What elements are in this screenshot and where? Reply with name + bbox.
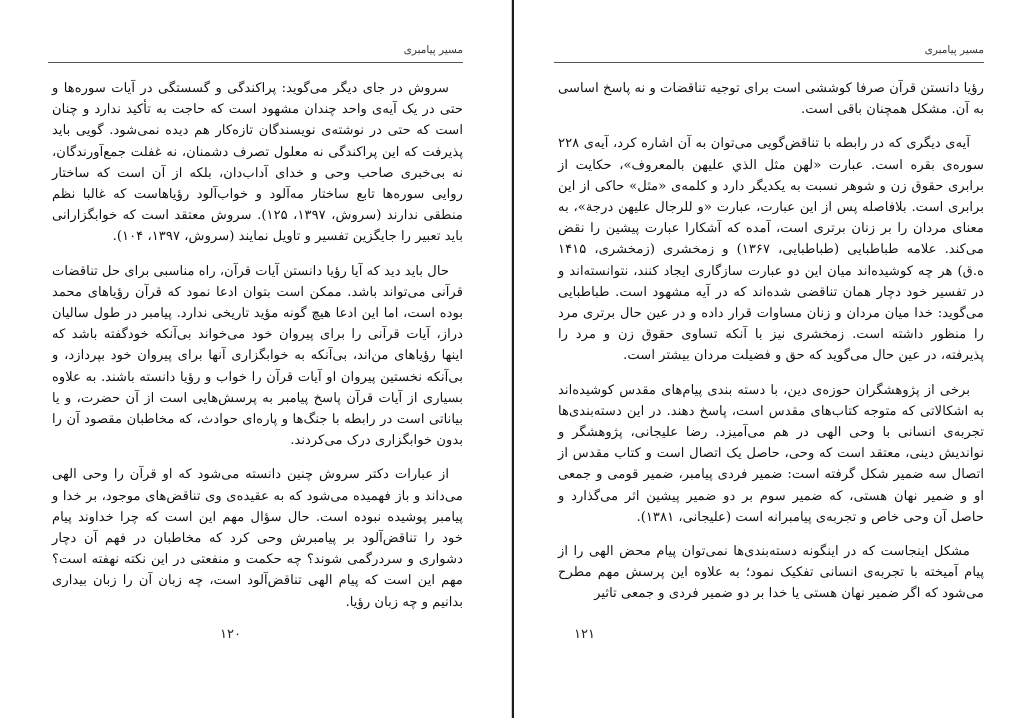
paragraph: برخی از پژوهشگران حوزه‌ی دین، با دسته بندی پیام‌های مقدس کوشیده‌اند به اشکالاتی که متوجه کتاب‌های مقدس است، پاسخ دهند. در این دسته‌بندی‌ها تجربه‌ی انسانی با وحی الهی در هم می‌آمیزد. رضا علیجانی، پژوهشگر و نواندیش دینی، معتقد است که وحی، حاصل یک اتصال است و کتاب مقدس از اتصال سه ضمیر شکل گرفته است: ضمیر فردی پیامبر، ضمیر قومی و جمعی او و ضمیر نهان هستی، که ضمیر سوم بر دو ضمیر پیشین اثر می‌گذارد و حاصل آن وحی خاص و تجربه‌ی پیامبرانه است (علیجانی، ۱۳۸۱). [558,382,984,525]
page-number: ۱۲۱ [574,627,595,642]
right-page [514,0,1024,718]
body-text [52,78,463,626]
header-rule [554,62,984,63]
running-header: مسیر پیامبری [924,44,984,56]
page-number: ۱۲۰ [220,627,241,642]
paragraph: از عبارات دکتر سروش چنین دانسته می‌شود که او قرآن را وحی الهی می‌داند و باز فهمیده می‌شود که به عقیده‌ی وی تناقض‌های موجود، بر خدا و پیامبر پوشیده نبوده است. حال سؤال مهم این است که چرا خداوند پیام خود را تناقض‌آلود بر پیامبرش وحی کرد که مخاطبان در فهم آن دچار دشواری و سردرگمی شوند؟ چه حکمت و منفعتی در این نکته نهفته است؟ مهم این است که پیام الهی تناقض‌آلود است، چه زبان آن را زبان بیداری بدانیم و چه زبان رؤیا. [52,467,463,610]
paragraph: سروش در جای دیگر می‌گوید: پراکندگی و گسستگی در آیات سوره‌ها و حتی در یک آیه‌ی واحد چندان مشهود است که حاجت به تأکید ندارد و چنان است که حتی در نوشته‌ی نویسندگان تازه‌کار هم دیده نمی‌شود. گویی باید پذیرفت که این پراکندگی نه معلول تصرف دشمنان، نه غفلت جمع‌آورندگان، نه بی‌خبری صاحب وحی و خدای آداب‌دان، بلکه از آن است که ساختار روایی سوره‌ها تابع ساختار مه‌آلود و خواب‌آلود رؤیاهاست که غالبا نظم منطقی ندارند (سروش، ۱۳۹۷، ۱۲۵). سروش معتقد است که خوابگزارانی باید تعبیر را جایگزین تفسیر و تاویل نمایند (سروش، ۱۳۹۷، ۱۰۴). [52,81,463,245]
body-text [558,78,984,618]
paragraph: حال باید دید که آیا رؤیا دانستن آیات قرآن، راه مناسبی برای حل تناقضات قرآنی می‌تواند باشد. ممکن است بتوان ادعا نمود که قرآن رؤیاهای محمد بوده است، اما این ادعا هیچ گونه مؤید تاریخی ندارد. پیامبر در طول سالیان دراز، آیات قرآنی را برای پیروان خود می‌خواند بی‌آنکه خودگفته باشد که اینها رؤیاهای من‌اند، بی‌آنکه به خوابگزاری آنها برای پیروان خود بپردازد، و بی‌آنکه نخستین پیروان او آیات قرآن را خواب و رؤیا دانسته باشند. به علاوه بسیاری از آیات قرآن پاسخ پیامبر به پرسش‌هایی است از آن حضرت، و یا بیاناتی است در رابطه با جنگ‌ها و پاره‌ای حوادث، که مخاطبان مقصود آن را بدون خوابگزاری درک می‌کردند. [52,263,463,449]
paragraph: رؤیا دانستن قرآن صرفا کوششی است برای توجیه تناقضات و نه پاسخ اساسی به آن. مشکل همچنان باقی است. [558,81,984,118]
paragraph: مشکل اینجاست که در اینگونه دسته‌بندی‌ها نمی‌توان پیام محض الهی را از پیام آمیخته با تجربه‌ی انسانی تفکیک نمود؛ به علاوه این پرسش مهم مطرح می‌شود که اگر ضمیر نهان هستی یا خدا بر دو ضمیر فردی و جمعی تاثیر [558,544,984,602]
running-header: مسیر پیامبری [403,44,463,56]
header-rule [48,62,463,63]
paragraph: آیه‌ی دیگری که در رابطه با تناقض‌گویی می‌توان به آن اشاره کرد، آیه‌ی ۲۲۸ سوره‌ی بقره است. عبارت «لهن مثل الذي عليهن بالمعروف»، حکایت از برابری حقوق زن و شوهر نسبت به یکدیگر دارد و کلمه‌ی «مثل» حاکی از این برابری است. بلافاصله پس از این عبارت، عبارت «و للرجال عليهن درجة»، به معنای مردان را بر زنان برتری است، آمده که آشکارا عبارت پیشین را نقض می‌کند. علامه طباطبایی (طباطبایی، ۱۳۶۷) و زمخشری (زمخشری، ۱۴۱۵ ه.ق) هر چه کوشیده‌اند میان این دو عبارت سازگاری ایجاد کنند، نتوانسته‌اند و در تفسیر خود دچار همان تناقضی شده‌اند که در آیه مشهود است. طباطبایی می‌گوید: خدا میان مردان و زنان مساوات قرار داده و در عین حال برتری مرد را منظور داشته است. زمخشری نیز با آنکه تساوی حقوق زن و مرد را پذیرفته، در عین حال می‌گوید که حق و فضیلت مردان بیشتر است. [558,136,984,364]
